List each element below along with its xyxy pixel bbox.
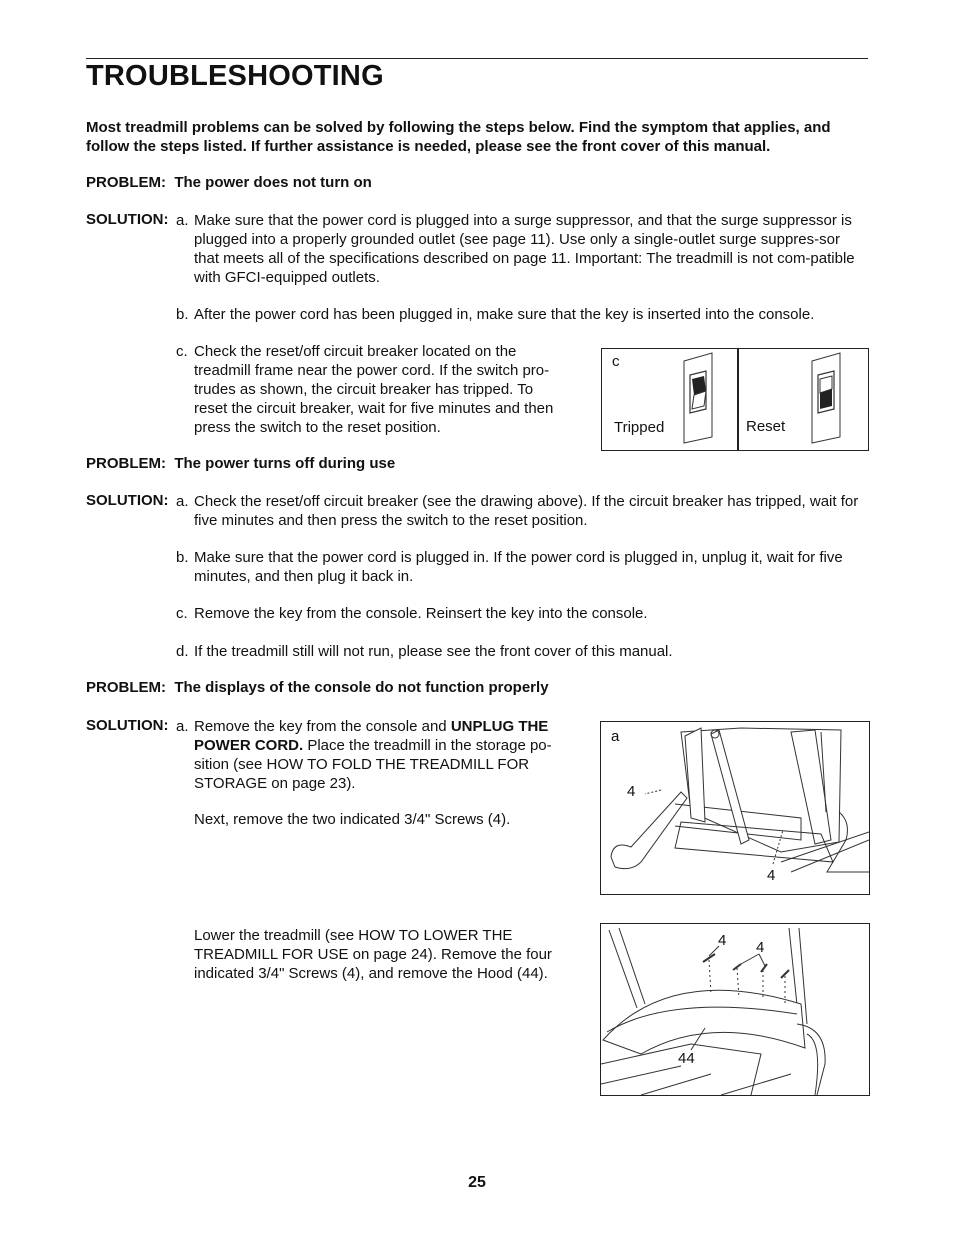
step-text [194,717,568,793]
screw-callout-left: 4 [718,932,727,949]
solution-1b [176,305,868,324]
solution-2d [176,642,868,661]
step-text: Check the reset/off circuit breaker located on the treadmill frame near the power cord. If the switch pro-trudes as shown, the circuit breaker has tripped. To reset the circuit breaker, wait for five minutes and then press the switch to the reset position. [194,343,554,436]
step-key: a. [176,493,189,510]
page-number: 25 [468,1174,486,1191]
step-text-rest: Place the treadmill in the storage po-sition (see HOW TO FOLD THE TREADMILL FOR STORAGE on page 23). [194,737,552,792]
step-text-plain: Remove the key from the console and [194,718,451,735]
treadmill-storage-drawing [601,722,869,894]
page-title: TROUBLESHOOTING [86,60,384,92]
solution-2b [176,548,868,586]
step-key: c. [176,605,188,622]
solution-3a-screws: Next, remove the two indicated 3/4" Screws (4). [194,811,511,828]
tripped-switch-drawing [672,349,722,445]
solution-label-2: SOLUTION: [86,492,169,509]
intro-paragraph: Most treadmill problems can be solved by following the steps below. Find the symptom that applies, and follow the steps listed. If further assistance is needed, please see the front cover of this manual. [86,119,831,155]
step-text: If the treadmill still will not run, please see the front cover of this manual. [194,643,673,660]
step-key: d. [176,643,189,660]
hood-callout: 44 [678,1050,695,1067]
step-key: a. [176,212,189,229]
problem-1-text: The power does not turn on [174,174,372,191]
problem-3 [86,679,549,696]
screw-callout-bottom: 4 [767,867,776,884]
problem-label: PROBLEM: [86,455,166,472]
hood-removal-drawing [601,924,869,1095]
figure-letter: c [612,353,620,370]
unplug-warning: UNPLUG THE POWER CORD. [194,718,549,754]
solution-2c [176,604,868,623]
solution-label-3: SOLUTION: [86,717,169,734]
problem-2-text: The power turns off during use [174,455,396,472]
step-text: Remove the key from the console. Reinsert the key into the console. [194,605,648,622]
step-text: Make sure that the power cord is plugged into a surge suppressor, and that the surge suppressor is plugged into a properly grounded outlet (see page 11). Use only a single-outlet surge suppres-sor that meets all of the specifications described on page 11. Important: The treadmill is not com-patible with GFCI-equipped outlets. [194,212,855,286]
step-key: a. [176,718,189,735]
tripped-label: Tripped [614,419,665,436]
top-rule [86,58,868,59]
step-text: After the power cord has been plugged in, make sure that the key is inserted into the console. [194,306,815,323]
problem-label: PROBLEM: [86,679,166,696]
step-key: c. [176,343,188,360]
step-key: b. [176,549,189,566]
solution-2a [176,492,868,530]
problem-label: PROBLEM: [86,174,166,191]
step-text: Make sure that the power cord is plugged in. If the power cord is plugged in, unplug it, wait for five minutes, and then plug it back in. [194,549,843,585]
hood-figure [600,923,870,1096]
solution-3a [176,717,568,793]
problem-3-text: The displays of the console do not function properly [174,679,549,696]
solution-1c [176,342,568,437]
solution-label-1: SOLUTION: [86,211,169,228]
solution-3a-lower: Lower the treadmill (see HOW TO LOWER THE TREADMILL FOR USE on page 24). Remove the four indicated 3/4" Screws (4), and remove the Hood (44). [194,927,552,982]
reset-label: Reset [746,418,786,435]
breaker-figure [601,348,869,451]
figure-divider [737,349,739,450]
step-key: b. [176,306,189,323]
screw-callout-top: 4 [627,783,636,800]
problem-1 [86,174,372,191]
reset-switch-drawing [802,349,852,445]
problem-2 [86,455,395,472]
storage-figure [600,721,870,895]
figure-letter: a [611,728,620,745]
screw-callout-right: 4 [756,939,765,956]
step-text: Check the reset/off circuit breaker (see the drawing above). If the circuit breaker has tripped, wait for five minutes and then press the switch to the reset position. [194,493,859,529]
solution-1a [176,211,868,287]
